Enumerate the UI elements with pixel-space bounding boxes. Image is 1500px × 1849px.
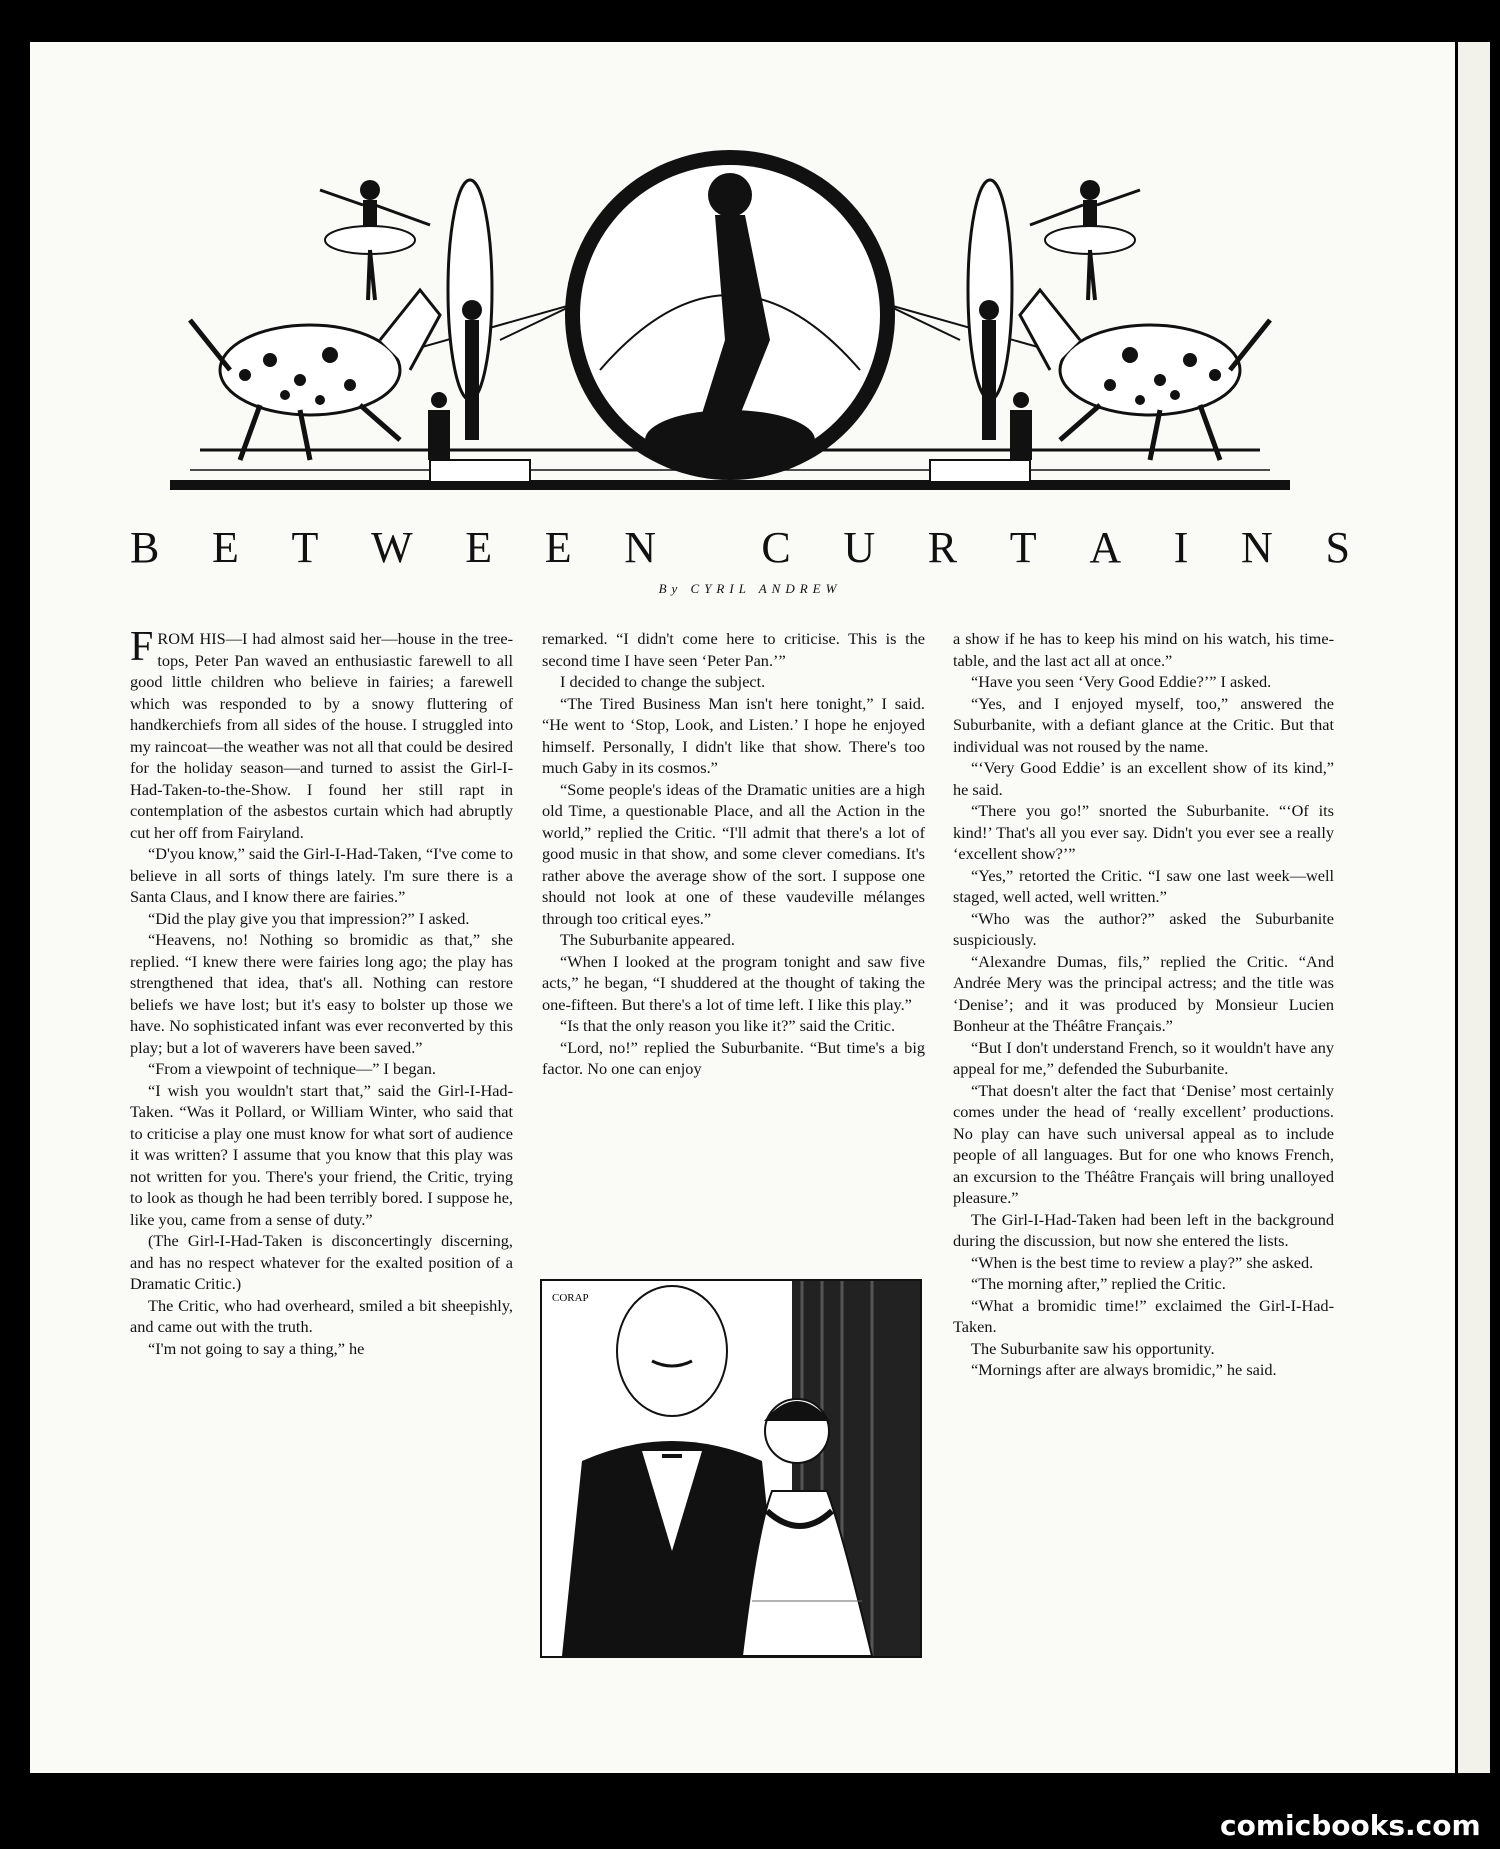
paragraph: “When is the best time to review a play?” she asked.: [971, 1252, 1314, 1272]
paragraph: “Yes,” retorted the Critic. “I saw one last week—well staged, well acted, well written.”: [953, 865, 1334, 906]
cartoon-signature: CORAP: [552, 1292, 589, 1304]
circus-header-illustration: [170, 140, 1290, 510]
paragraph: “Is that the only reason you like it?” said the Critic.: [560, 1016, 896, 1035]
title-letter: A: [1089, 523, 1122, 572]
title-letter: E: [544, 523, 572, 572]
paragraph: “Some people's ideas of the Dramatic unities are a high old Time, a questionable Place, and all the Action in the world,” replied the Critic. “I'll admit that there's a lot of good music in that show, and some clever comedians. It's rather above the average show of the sort. I suppose one should not look at one of these vaudeville mélanges through too critical eyes.”: [542, 779, 925, 928]
paragraph: “What a bromidic time!” exclaimed the Girl-I-Had-Taken.: [953, 1295, 1334, 1336]
paragraph: I decided to change the subject.: [560, 672, 766, 691]
next-page-edge: [1458, 42, 1490, 1773]
paragraph-text: ROM HIS—I had almost said her—house in the tree-tops, Peter Pan waved an enthusiastic farewell to all good little children who believe in fairies; a farewell which was responded to by a snowy fluttering of handkerchiefs from all sides of the house. I struggled into my raincoat—the weather was not all that could be desired for the holiday season—and turned to assist the Girl-I-Had-Taken-to-the-Show. I found her still rapt in contemplation of the asbestos curtain which had abruptly cut her off from Fairyland.: [130, 629, 513, 842]
right-ringmaster: [1010, 392, 1032, 460]
paragraph: “I wish you wouldn't start that,” said the Girl-I-Had-Taken. “Was it Pollard, or William Winter, who said that to criticise a play one must know for what sort of audience it was written? I assume that you know that this play was not written for you. There's your friend, the Critic, trying to look as though he had been terribly bored. I suppose he, like you, came from a sense of duty.”: [130, 1080, 513, 1229]
paragraph: The Girl-I-Had-Taken had been left in the background during the discussion, but now she entered the lists.: [953, 1209, 1334, 1250]
paragraph: “That doesn't alter the fact that ‘Denise’ most certainly comes under the head of ‘really excellent’ productions. No play can have such universal appeal as to include people of all languages. But for one who knows French, an excursion to the Théâtre Français will bring unalloyed pleasure.”: [953, 1080, 1334, 1207]
paragraph: The Suburbanite saw his opportunity.: [971, 1338, 1215, 1358]
paragraph: “The morning after,” replied the Critic.: [971, 1274, 1226, 1293]
paragraph: “Who was the author?” asked the Suburbanite suspiciously.: [953, 908, 1334, 949]
paragraph: “But I don't understand French, so it wouldn't have any appeal for me,” defended the Suburbanite.: [953, 1037, 1334, 1078]
title-letter: E: [465, 523, 493, 572]
paragraph: a show if he has to keep his mind on his watch, his time-table, and the last act all at once.”: [953, 629, 1334, 670]
article-title: [130, 522, 1350, 573]
article-column-3: [953, 628, 1334, 1381]
title-letter: N: [624, 523, 657, 572]
title-letter: U: [843, 523, 876, 572]
title-letter: N: [1241, 523, 1273, 572]
title-letter: I: [1173, 523, 1189, 572]
paragraph: “The Tired Business Man isn't here tonight,” I said. “He went to ‘Stop, Look, and Listen.’ I hope he enjoyed himself. Personally, I didn't like that show. There's too much Gaby in its cosmos.”: [542, 693, 925, 777]
title-letter: C: [761, 523, 791, 572]
drop-cap: F: [130, 624, 154, 670]
paragraph: The Critic, who had overheard, smiled a bit sheepishly, and came out with the truth.: [130, 1295, 513, 1336]
paragraph: remarked. “I didn't come here to criticise. This is the second time I have seen ‘Peter Pan.’”: [542, 629, 925, 670]
paragraph: “Mornings after are always bromidic,” he said.: [971, 1360, 1277, 1379]
paragraph: “I'm not going to say a thing,” he: [148, 1338, 365, 1358]
title-letter: E: [212, 523, 239, 572]
paragraph: “There you go!” snorted the Suburbanite. “‘Of its kind!’ That's all you ever say. Didn't you ever see a really ‘excellent show?’”: [953, 801, 1334, 863]
critic-cartoon: [540, 1279, 922, 1658]
title-letter: T: [291, 523, 319, 572]
paragraph: “From a viewpoint of technique—” I began.: [148, 1059, 436, 1078]
title-letter: W: [371, 523, 413, 572]
paragraph: “When I looked at the program tonight and saw five acts,” he began, “I shuddered at the thought of taking the one-fifteen. But there's a lot of time left. I like this play.”: [542, 951, 925, 1014]
right-clown: [979, 300, 999, 440]
left-ballerina: [320, 180, 430, 300]
byline: By CYRIL ANDREW: [658, 581, 842, 596]
title-letter: B: [130, 523, 160, 572]
article-column-2: [542, 628, 925, 1080]
site-watermark: comicbooks.com: [1220, 1809, 1481, 1842]
article-column-1: [130, 624, 513, 1359]
paragraph: “Did the play give you that impression?” I asked.: [148, 908, 470, 928]
paragraph: “Lord, no!” replied the Suburbanite. “But time's a big factor. No one can enjoy: [542, 1037, 925, 1078]
paragraph: “Have you seen ‘Very Good Eddie?’” I asked.: [971, 672, 1272, 691]
right-ballerina: [1030, 180, 1140, 300]
paragraph: “‘Very Good Eddie’ is an excellent show of its kind,” he said.: [953, 758, 1334, 799]
paragraph: “D'you know,” said the Girl-I-Had-Taken, “I've come to believe in all sorts of things lately. I'm sure there is a Santa Claus, and I know there are fairies.”: [130, 844, 513, 906]
opening-paragraph: [130, 624, 513, 843]
left-ringmaster: [428, 392, 450, 460]
cartoon-drawing: [542, 1281, 920, 1656]
title-letter: R: [927, 523, 958, 572]
paragraph: “Heavens, no! Nothing so bromidic as that,” she replied. “I knew there were fairies long ago; the play has strengthened that idea, that's all. Nothing can restore beliefs we have lost; but it's easy to bolster up those we have. No sophisticated infant was ever reconverted by this play; but a lot of waverers have been saved.”: [130, 930, 513, 1057]
title-letter: T: [1009, 523, 1037, 572]
paragraph: “Yes, and I enjoyed myself, too,” answered the Suburbanite, with a defiant glance at the Critic. But that individual was not roused by the name.: [953, 693, 1334, 756]
paragraph: The Suburbanite appeared.: [560, 930, 735, 949]
left-spotted-horse: [190, 290, 440, 460]
right-spotted-horse: [1020, 290, 1270, 460]
paragraph: “Alexandre Dumas, fils,” replied the Critic. “And Andrée Mery was the principal actress; and the title was ‘Denise’; and it was produced by Monsieur Lucien Bonheur at the Théâtre Français.”: [953, 951, 1334, 1035]
title-letter: S: [1325, 523, 1350, 572]
left-clown: [462, 300, 482, 440]
paragraph: (The Girl-I-Had-Taken is disconcertingly discerning, and has no respect whatever for the exalted position of a Dramatic Critic.): [130, 1231, 513, 1293]
